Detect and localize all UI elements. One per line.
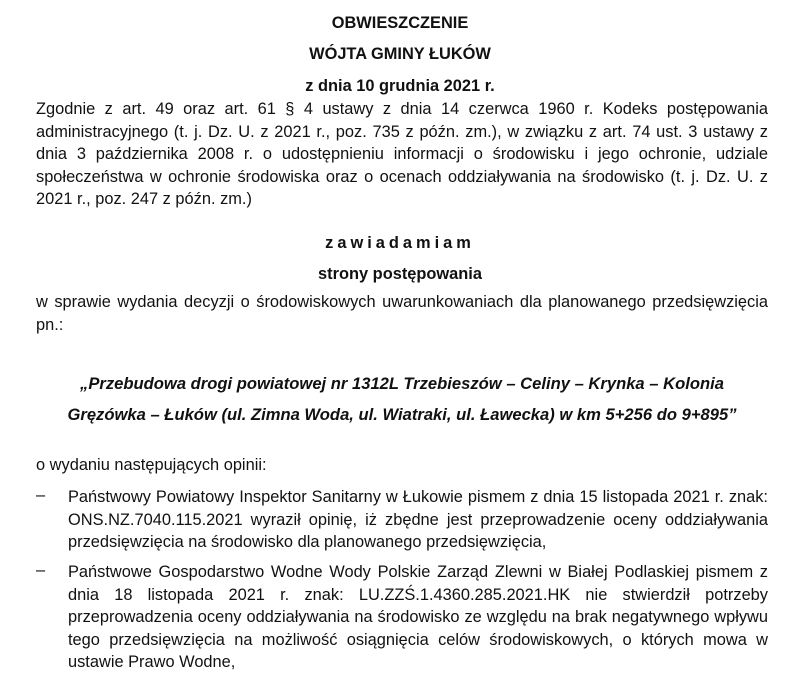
notice-title: OBWIESZCZENIE <box>331 14 469 32</box>
list-dash: – <box>36 561 46 579</box>
list-item <box>36 561 768 674</box>
list-item-text: Państwowe Gospodarstwo Wodne Wody Polskie Zarząd Zlewni w Białej Podlaskiej pismem z dnia 18 listopada 2021 r. znak: LU.ZZŚ.1.4360.285.2021.HK nie stwierdził potrzeby przeprowadzenia oceny oddziaływania na środowisko ze względu na brak negatywnego wpływu tego przedsięwzięcia na możliwość osiągnięcia celów środowiskowych, o których mowa w ustawie Prawo Wodne, <box>68 563 768 671</box>
list-dash: – <box>36 486 46 504</box>
notify-heading: zawiadamiam <box>325 234 475 252</box>
project-name-line-2: Gręzówka – Łuków (ul. Zimna Woda, ul. Wiatraki, ul. Ławecka) w km 5+256 do 9+895” <box>67 405 737 424</box>
matter-paragraph: w sprawie wydania decyzji o środowiskowych uwarunkowaniach dla planowanego przedsięwzięcia pn.: <box>36 293 768 334</box>
project-name-line-1: „Przebudowa drogi powiatowej nr 1312L Trzebieszów – Celiny – Krynka – Kolonia <box>80 374 724 393</box>
list-item <box>36 486 768 554</box>
opinions-intro: o wydaniu następujących opinii: <box>36 456 267 474</box>
project-name <box>40 368 764 430</box>
notice-date: z dnia 10 grudnia 2021 r. <box>305 77 495 95</box>
parties-heading: strony postępowania <box>318 265 482 283</box>
list-item-text: Państwowy Powiatowy Inspektor Sanitarny w Łukowie pismem z dnia 15 listopada 2021 r. znak: ONS.NZ.7040.115.2021 wyraził opinię, iż zbędne jest przeprowadzenie oceny oddziaływania przedsięwzięcia na środowisko dla planowanego przedsięwzięcia, <box>68 488 768 551</box>
issuer-title: WÓJTA GMINY ŁUKÓW <box>309 45 491 63</box>
legal-basis-paragraph: Zgodnie z art. 49 oraz art. 61 § 4 ustawy z dnia 14 czerwca 1960 r. Kodeks postępowania administracyjnego (t. j. Dz. U. z 2021 r., poz. 735 z późn. zm.), w związku z art. 74 ust. 3 ustawy z dnia 3 października 2008 r. o udostępnieniu informacji o środowisku i jego ochronie, udziale społeczeństwa w ochronie środowiska oraz o ocenach oddziaływania na środowisko (t. j. Dz. U. z 2021 r., poz. 247 z późn. zm.) <box>36 100 768 208</box>
